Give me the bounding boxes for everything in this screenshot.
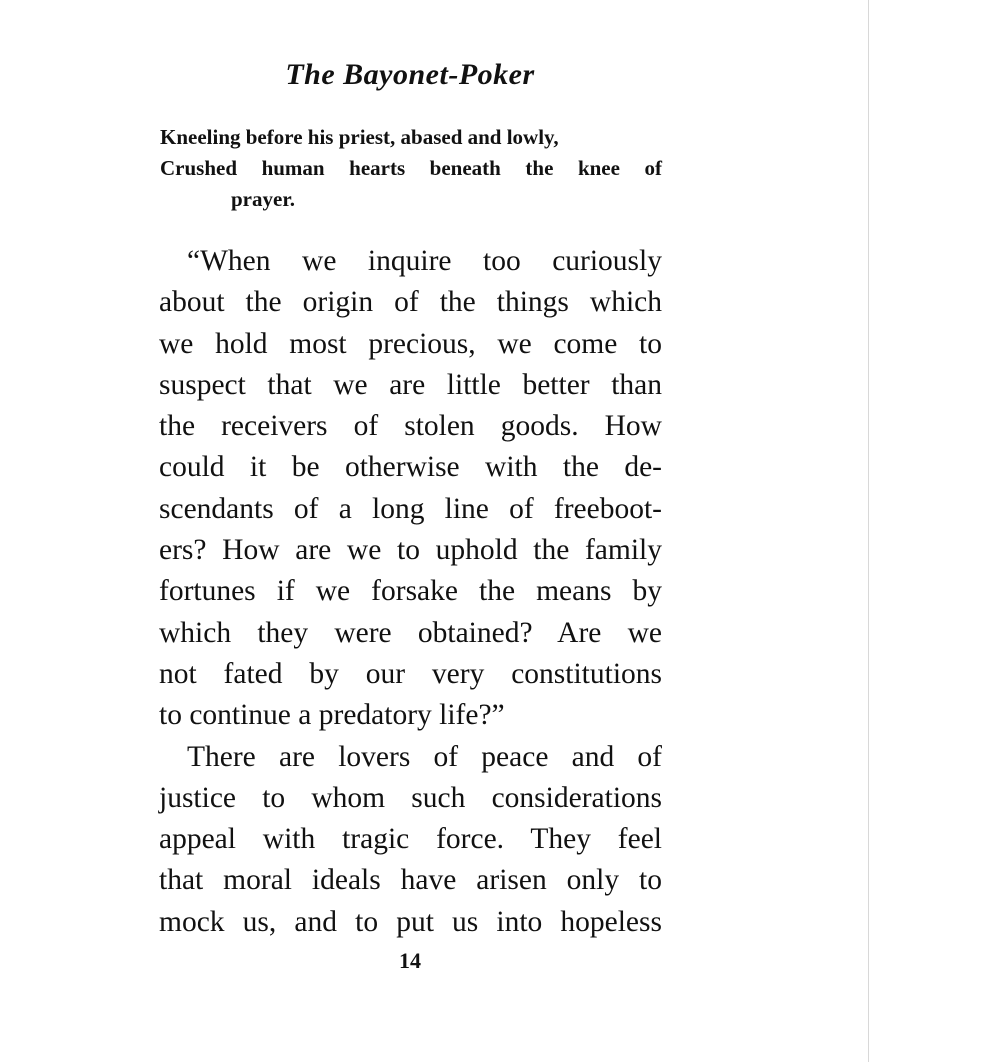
text-line: that moral ideals have arisen only to bbox=[159, 864, 662, 897]
running-head: The Bayonet-Poker bbox=[285, 58, 535, 91]
text-line: There are lovers of peace and of bbox=[187, 740, 662, 773]
text-line: suspect that we are little better than bbox=[159, 368, 662, 401]
text-line: fortunes if we forsake the means by bbox=[159, 575, 662, 608]
text-line: the receivers of stolen goods. How bbox=[159, 410, 662, 443]
paragraph bbox=[159, 241, 662, 737]
text-line: appeal with tragic force. They feel bbox=[159, 823, 662, 856]
text-line: which they were obtained? Are we bbox=[159, 616, 662, 649]
page-edge-divider bbox=[868, 0, 869, 1062]
text-line: we hold most precious, we come to bbox=[159, 327, 662, 360]
verse-line: Crushed human hearts beneath the knee of bbox=[160, 156, 662, 180]
text-line: scendants of a long line of freeboot- bbox=[159, 492, 662, 525]
paragraph bbox=[159, 737, 662, 943]
text-line: ers? How are we to uphold the family bbox=[159, 534, 662, 567]
body-text bbox=[159, 241, 662, 943]
text-line: not fated by our very constitutions bbox=[159, 657, 662, 690]
text-line: to continue a predatory life?” bbox=[159, 699, 505, 732]
page-number: 14 bbox=[399, 948, 421, 973]
text-line: about the origin of the things which bbox=[159, 286, 662, 319]
verse-quotation bbox=[160, 122, 662, 215]
verse-line: prayer. bbox=[231, 187, 295, 211]
verse-line: Kneeling before his priest, abased and lowly, bbox=[160, 125, 559, 149]
text-line: mock us, and to put us into hopeless bbox=[159, 905, 662, 938]
text-line: “When we inquire too curiously bbox=[187, 245, 662, 277]
text-line: could it be otherwise with the de- bbox=[159, 451, 662, 484]
text-line: justice to whom such considerations bbox=[159, 781, 662, 814]
